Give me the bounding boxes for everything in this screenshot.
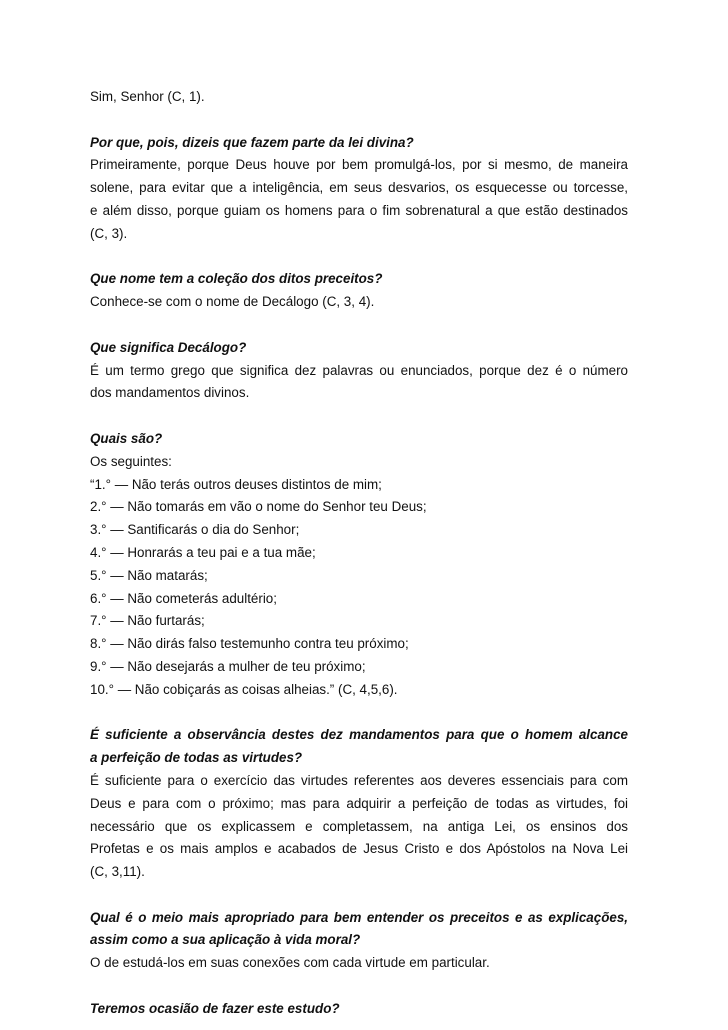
spacer (90, 405, 628, 428)
answer-line: e além disso, porque guiam os homens para o fim sobrenatural a que estão destinados (90, 202, 628, 218)
answer-line: Primeiramente, porque Deus houve por bem promulgá-los, por si mesmo, de maneira (90, 157, 628, 173)
answer-line: necessário que os explicassem e completassem, na antiga Lei, os ensinos dos (90, 818, 628, 834)
answer-line: O de estudá-los em suas conexões com cada virtude em particular. (90, 955, 490, 971)
question-which-are: Quais são? (90, 430, 163, 446)
qa-section-collection-name (90, 268, 628, 314)
qa-section-best-method (90, 907, 628, 975)
question-best-method-cont: assim como a sua aplicação à vida moral? (90, 932, 361, 948)
spacer (90, 884, 628, 907)
list-lead: Os seguintes: (90, 453, 172, 469)
answer-line: solene, para evitar que a inteligência, em seus desvarios, os esquecesse ou torcesse, (90, 180, 628, 196)
commandment-item: 8.° — Não dirás falso testemunho contra teu próximo; (90, 636, 409, 652)
commandment-item: 9.° — Não desejarás a mulher de teu próximo; (90, 658, 366, 674)
spacer (90, 109, 628, 132)
qa-section-study-occasion (90, 998, 628, 1021)
question-collection-name: Que nome tem a coleção dos ditos preceitos? (90, 271, 383, 287)
question-sufficiency-cont: a perfeição de todas as virtudes? (90, 750, 303, 766)
answer-line: Conhece-se com o nome de Decálogo (C, 3, 4). (90, 294, 375, 310)
question-sufficiency: É suficiente a observância destes dez mandamentos para que o homem alcance (90, 727, 628, 743)
commandment-item: 2.° — Não tomarás em vão o nome do Senhor teu Deus; (90, 499, 427, 515)
answer-line: É suficiente para o exercício das virtudes referentes aos deveres essenciais para com (90, 772, 628, 788)
question-decalogue-meaning: Que significa Decálogo? (90, 339, 247, 355)
question-best-method: Qual é o meio mais apropriado para bem entender os preceitos e as explicações, (90, 909, 628, 925)
commandment-item: 7.° — Não furtarás; (90, 613, 205, 629)
answer-line: (C, 3). (90, 225, 128, 241)
commandment-item: “1.° — Não terás outros deuses distintos de mim; (90, 476, 382, 492)
answer-line: dos mandamentos divinos. (90, 385, 250, 401)
commandment-item: 10.° — Não cobiçarás as coisas alheias.” (C, 4,5,6). (90, 681, 398, 697)
question-study-occasion: Teremos ocasião de fazer este estudo? (90, 1000, 340, 1016)
commandment-item: 3.° — Santificarás o dia do Senhor; (90, 522, 300, 538)
spacer (90, 246, 628, 269)
answer-line: (C, 3,11). (90, 864, 145, 880)
commandment-item: 5.° — Não matarás; (90, 567, 208, 583)
answer-line: Deus e para com o próximo; mas para adquirir a perfeição de todas as virtudes, foi (90, 795, 628, 811)
spacer (90, 702, 628, 725)
commandment-item: 6.° — Não cometerás adultério; (90, 590, 277, 606)
spacer (90, 975, 628, 998)
intro-answer: Sim, Senhor (C, 1). (90, 89, 205, 104)
qa-section-sufficiency (90, 724, 628, 884)
question-divine-law: Por que, pois, dizeis que fazem parte da lei divina? (90, 134, 414, 150)
document-page (90, 86, 628, 1021)
qa-section-divine-law (90, 132, 628, 246)
answer-line: É um termo grego que significa dez palavras ou enunciados, porque dez é o número (90, 362, 628, 378)
qa-section-commandments-list (90, 428, 628, 702)
commandment-item: 4.° — Honrarás a teu pai e a tua mãe; (90, 544, 316, 560)
answer-line: Profetas e os mais amplos e acabados de Jesus Cristo e dos Apóstolos na Nova Lei (90, 841, 628, 857)
qa-section-decalogue-meaning (90, 337, 628, 405)
spacer (90, 314, 628, 337)
